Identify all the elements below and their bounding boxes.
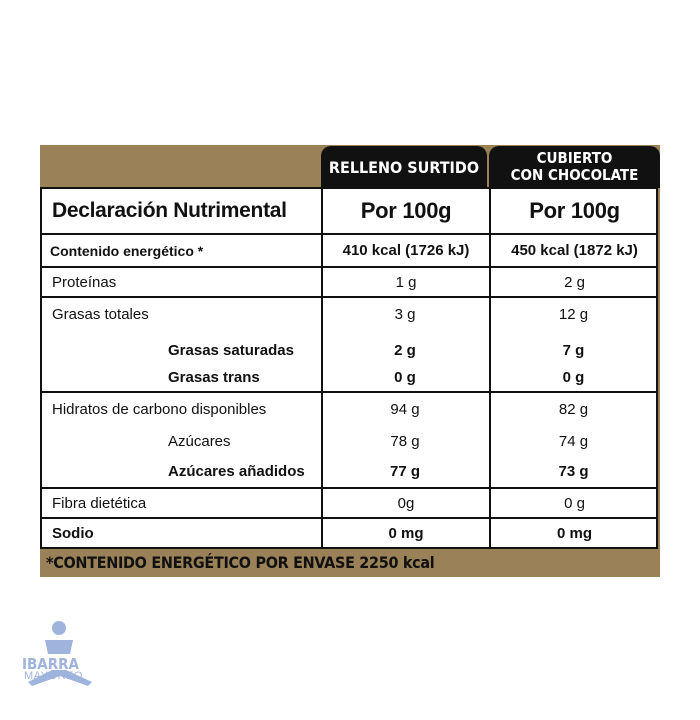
sodium-value-col2: 0 mg (321, 519, 489, 547)
fiber-label: Fibra dietética (52, 494, 147, 512)
fats-saturated-col2: 2 g (394, 342, 416, 359)
column-header-relleno (321, 146, 487, 188)
proteins-value-col3: 2 g (489, 268, 658, 296)
logo-text-ibarra: IBARRA (22, 655, 79, 673)
table-title-row (42, 189, 656, 235)
column-header-cubierto (489, 146, 660, 188)
fats-trans-col2: 0 g (394, 369, 416, 386)
fiber-value-col2: 0g (321, 489, 489, 517)
fats-saturated-label: Grasas saturadas (168, 342, 294, 359)
fats-trans-label: Grasas trans (168, 369, 260, 386)
carbs-total-col2: 94 g (390, 401, 420, 418)
sodium-label: Sodio (52, 524, 94, 542)
column-header-cubierto-line2: CON CHOCOLATE (510, 166, 639, 184)
table-row-energy (42, 235, 656, 268)
carbs-added-sugars-label: Azúcares añadidos (168, 463, 305, 480)
carbs-sugars-col2: 78 g (390, 433, 420, 450)
table-row-proteins (42, 268, 656, 298)
table-row-fiber (42, 489, 656, 519)
per-100g-header-col3: Por 100g (489, 189, 658, 233)
table-row-sodium (42, 519, 656, 547)
energy-value-col2: 410 kcal (1726 kJ) (321, 235, 489, 266)
fats-total-col2: 3 g (394, 306, 416, 323)
proteins-value-col2: 1 g (321, 268, 489, 296)
carbs-sugars-col3: 74 g (558, 433, 589, 450)
energy-per-package-footnote: *CONTENIDO ENERGÉTICO POR ENVASE 2250 kcal (46, 553, 435, 572)
fiber-value-col3: 0 g (489, 489, 658, 517)
fats-trans-col3: 0 g (562, 369, 585, 386)
carbs-sugars-label: Azúcares (168, 433, 231, 450)
fats-total-col3: 12 g (558, 306, 589, 323)
carbs-total-col3: 82 g (558, 401, 589, 418)
carbs-total-label: Hidratos de carbono disponibles (52, 401, 267, 418)
fats-saturated-col3: 7 g (562, 342, 585, 359)
column-header-cubierto-line1: CUBIERTO (536, 149, 613, 167)
table-row-carbs (42, 393, 656, 489)
carbs-added-sugars-col3: 73 g (558, 463, 589, 480)
table-row-fats (42, 298, 656, 393)
proteins-label: Proteínas (52, 273, 117, 291)
table-title: Declaración Nutrimental (52, 199, 287, 222)
fats-total-label: Grasas totales (52, 306, 149, 323)
per-100g-header-col2: Por 100g (321, 189, 489, 233)
sodium-value-col3: 0 mg (489, 519, 658, 547)
column-header-relleno-label: RELLENO SURTIDO (328, 157, 480, 177)
nutrition-table (40, 187, 658, 549)
energy-label: Contenido energético * (50, 242, 204, 259)
carbs-added-sugars-col2: 77 g (389, 463, 420, 480)
energy-value-col3: 450 kcal (1872 kJ) (489, 235, 658, 266)
logo-text-mayoreo: MAYOREO (24, 670, 83, 682)
